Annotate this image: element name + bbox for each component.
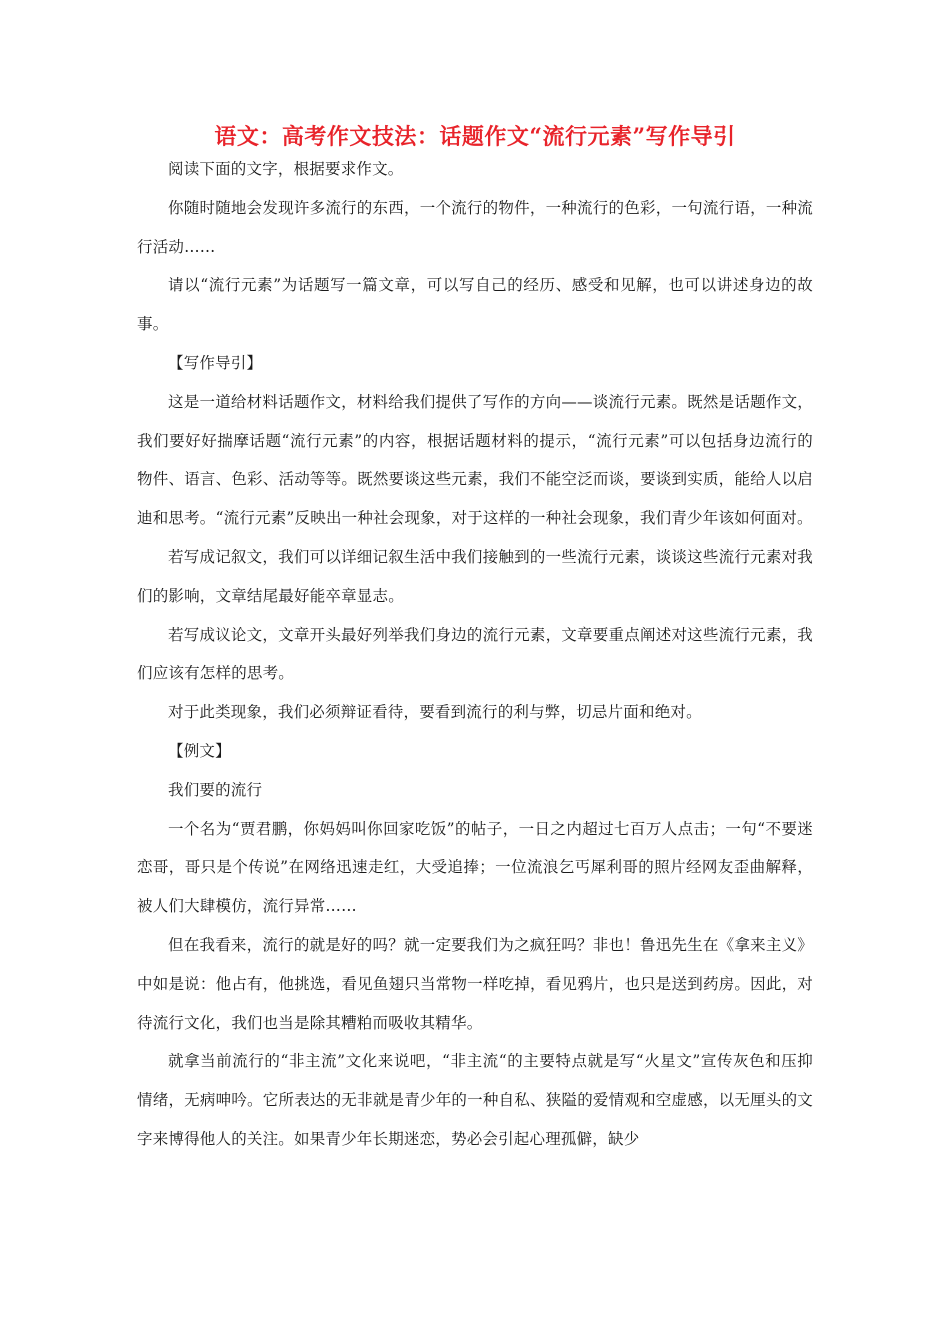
paragraph-prompt-material: 你随时随地会发现许多流行的东西，一个流行的物件，一种流行的色彩，一句流行语，一种流行活动…… (137, 198, 813, 256)
section-heading-example: 【例文】 (168, 741, 231, 760)
example-essay-title: 我们要的流行 (168, 780, 263, 799)
paragraph-instruction: 阅读下面的文字，根据要求作文。 (168, 160, 404, 178)
paragraph-example-3: 就拿当前流行的“非主流”文化来说吧，“非主流“的主要特点就是写“火星文”宣传灰色和压抑情绪，无病呻吟。它所表达的无非就是青少年的一种自私、狭隘的爱情观和空虚感，以无厘头的文字来博得他人的关注。如果青少年长期迷恋，势必会引起心理孤僻，缺少 (137, 1052, 813, 1148)
paragraph-guide-overview: 这是一道给材料话题作文，材料给我们提供了写作的方向——谈流行元素。既然是话题作文，我们要好好揣摩话题“流行元素”的内容，根据话题材料的提示，“流行元素”可以包括身边流行的物件、语言、色彩、活动等等。既然要谈这些元素，我们不能空泛而谈，要谈到实质，能给人以启迪和思考。“流行元素”反映出一种社会现象，对于这样的一种社会现象，我们青少年该如何面对。 (137, 392, 813, 528)
paragraph-example-1: 一个名为“贾君鹏，你妈妈叫你回家吃饭”的帖子，一日之内超过七百万人点击；一句“不要迷恋哥，哥只是个传说”在网络迅速走红，大受追捧；一位流浪乞丐犀利哥的照片经网友歪曲解释，被人们大肆模仿，流行异常…… (137, 819, 813, 916)
paragraph-guide-argumentative: 若写成议论文，文章开头最好列举我们身边的流行元素，文章要重点阐述对这些流行元素，我们应该有怎样的思考。 (137, 625, 813, 683)
document-page (137, 120, 813, 1159)
paragraph-guide-narrative: 若写成记叙文，我们可以详细记叙生活中我们接触到的一些流行元素，谈谈这些流行元素对我们的影响，文章结尾最好能卒章显志。 (137, 547, 813, 605)
paragraph-prompt-task: 请以“流行元素”为话题写一篇文章，可以写自己的经历、感受和见解，也可以讲述身边的故事。 (137, 276, 813, 334)
section-heading-writing-guide: 【写作导引】 (168, 353, 263, 372)
paragraph-guide-dialectic: 对于此类现象，我们必须辩证看待，要看到流行的利与弊，切忌片面和绝对。 (168, 703, 702, 722)
paragraph-example-2: 但在我看来，流行的就是好的吗？就一定要我们为之疯狂吗？非也！鲁迅先生在《拿来主义》中如是说：他占有，他挑选，看见鱼翅只当常物一样吃掉，看见鸦片，也只是送到药房。因此，对待流行文化，我们也当是除其糟粕而吸收其精华。 (137, 935, 813, 1032)
document-title: 语文：高考作文技法：话题作文“流行元素”写作导引 (214, 124, 736, 150)
